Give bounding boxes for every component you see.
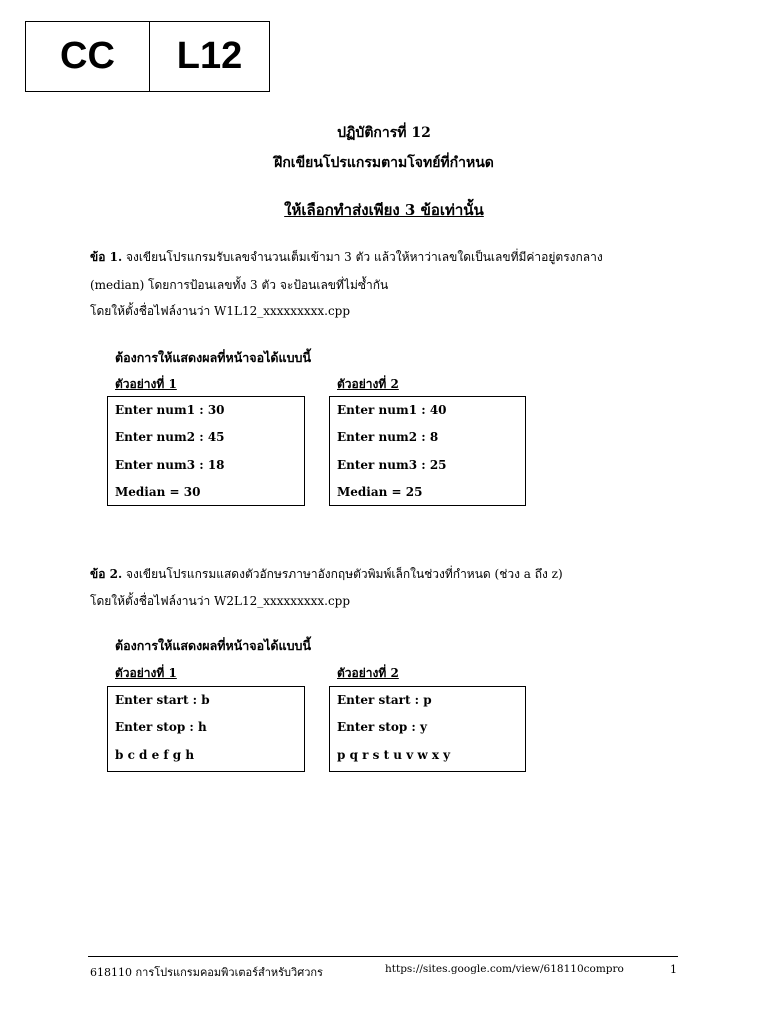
output-line: Enter num3 : 18 bbox=[115, 457, 225, 472]
q2-line2: โดยให้ตั้งชื่อไฟล์งานว่า W2L12_xxxxxxxxx.cpp bbox=[90, 594, 351, 608]
output-line: Enter num3 : 25 bbox=[337, 457, 447, 472]
q2-line1 bbox=[90, 565, 563, 584]
output-line: Median = 30 bbox=[115, 484, 201, 499]
q2-example2-output bbox=[329, 686, 526, 772]
output-line: Enter stop : h bbox=[115, 720, 207, 735]
output-line: b c d e f g h bbox=[115, 747, 195, 762]
q1-example1-output bbox=[107, 396, 305, 506]
q1-line3: โดยให้ตั้งชื่อไฟล์งานว่า W1L12_xxxxxxxxx.cpp bbox=[90, 304, 351, 318]
output-line: Enter num1 : 40 bbox=[337, 403, 447, 417]
footer-url[interactable]: https://sites.google.com/view/618110compro bbox=[385, 963, 624, 975]
course-code: CC bbox=[26, 22, 150, 91]
output-line: Enter num1 : 30 bbox=[115, 403, 225, 417]
q1-line1 bbox=[90, 248, 603, 267]
q1-line2: (median) โดยการป้อนเลขทั้ง 3 ตัว จะป้อนเลขที่ไม่ซ้ำกัน bbox=[90, 278, 389, 292]
footer-divider bbox=[88, 956, 678, 957]
output-line: Enter start : b bbox=[115, 693, 210, 707]
lab-code: L12 bbox=[176, 35, 243, 77]
q1-example2-label: ตัวอย่างที่ 2 bbox=[337, 377, 399, 391]
output-line: Median = 25 bbox=[337, 484, 423, 499]
header-box bbox=[25, 21, 270, 92]
lab-title: ปฏิบัติการที่ 12 bbox=[337, 125, 431, 141]
q2-output-heading: ต้องการให้แสดงผลที่หน้าจอได้แบบนี้ bbox=[115, 638, 312, 653]
q2-number: ข้อ 2. bbox=[90, 567, 123, 581]
q2-example1-label: ตัวอย่างที่ 1 bbox=[115, 666, 177, 680]
footer-course-name: 618110 การโปรแกรมคอมพิวเตอร์สำหรับวิศวกร bbox=[90, 966, 323, 979]
q1-example2-output bbox=[329, 396, 526, 506]
q2-example2-label: ตัวอย่างที่ 2 bbox=[337, 666, 399, 680]
q1-text: จงเขียนโปรแกรมรับเลขจำนวนเต็มเข้ามา 3 ตัว แล้วให้หาว่าเลขใดเป็นเลขที่มีค่าอยู่ตรงกลาง bbox=[122, 250, 603, 264]
output-line: p q r s t u v w x y bbox=[337, 747, 451, 762]
output-line: Enter num2 : 8 bbox=[337, 430, 439, 445]
page-number: 1 bbox=[670, 963, 677, 976]
q2-example1-output bbox=[107, 686, 305, 772]
output-line: Enter stop : y bbox=[337, 720, 427, 735]
instruction-heading: ให้เลือกทำส่งเพียง 3 ข้อเท่านั้น bbox=[284, 201, 484, 219]
q2-text: จงเขียนโปรแกรมแสดงตัวอักษรภาษาอังกฤษตัวพิมพ์เล็กในช่วงที่กำหนด (ช่วง a ถึง z) bbox=[122, 567, 563, 581]
q1-example1-label: ตัวอย่างที่ 1 bbox=[115, 377, 177, 391]
output-line: Enter num2 : 45 bbox=[115, 430, 225, 445]
lab-subtitle: ฝึกเขียนโปรแกรมตามโจทย์ที่กำหนด bbox=[274, 155, 494, 171]
output-line: Enter start : p bbox=[337, 693, 432, 707]
q1-number: ข้อ 1. bbox=[90, 250, 123, 264]
q1-output-heading: ต้องการให้แสดงผลที่หน้าจอได้แบบนี้ bbox=[115, 350, 312, 365]
